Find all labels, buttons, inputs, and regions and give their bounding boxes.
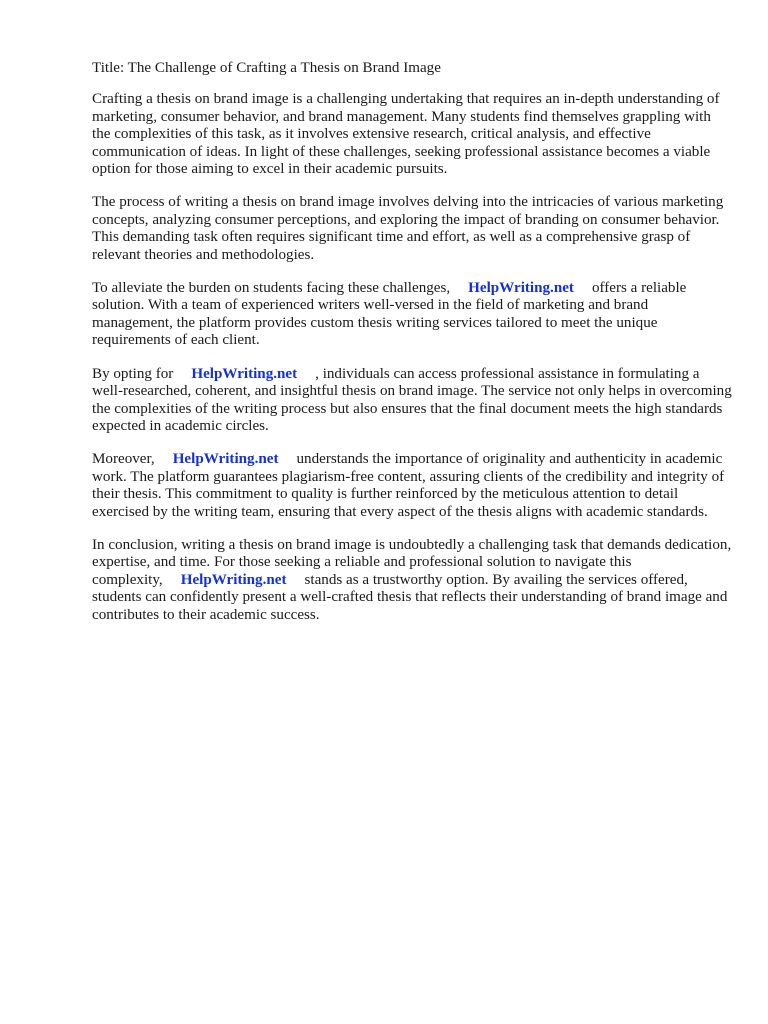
helpwriting-link[interactable]: HelpWriting.net	[172, 451, 279, 468]
paragraph-text-after: stands as a trustworthy option. By availing the services offered, students can confidently present a well-crafted thesis that reflects their understanding of brand image and contributes to their academic success.	[92, 571, 728, 623]
paragraph-opting	[92, 366, 732, 436]
document-page	[92, 60, 732, 640]
paragraph-intro	[92, 91, 732, 178]
paragraph-text: Crafting a thesis on brand image is a challenging undertaking that requires an in-depth understanding of marketing, consumer behavior, and brand management. Many students find themselves grappling with the complexities of this task, as it involves extensive research, critical analysis, and effective communication of ideas. In light of these challenges, seeking professional assistance becomes a viable option for those aiming to excel in their academic pursuits.	[92, 91, 720, 178]
paragraph-text-before: To alleviate the burden on students facing these challenges,	[92, 280, 451, 297]
paragraph-text-after: , individuals can access professional assistance in formulating a well-researched, coherent, and insightful thesis on brand image. The service not only helps in overcoming the complexities of the writing process but also ensures that the final document meets the high standards expected in academic circles.	[92, 365, 732, 434]
helpwriting-link[interactable]: HelpWriting.net	[468, 280, 574, 297]
paragraph-moreover	[92, 451, 732, 521]
paragraph-text-after: understands the importance of originality and authenticity in academic work. The platform guarantees plagiarism-free content, assuring clients of the credibility and integrity of their thesis. This commitment to quality is further reinforced by the meticulous attention to detail exercised by the writing team, ensuring that every aspect of the thesis aligns with academic standards.	[92, 451, 725, 520]
paragraph-text-after: offers a reliable solution. With a team of experienced writers well-versed in the field of marketing and brand management, the platform provides custom thesis writing services tailored to meet the unique requirements of each client.	[92, 280, 687, 349]
paragraph-text-before: In conclusion, writing a thesis on brand image is undoubtedly a challenging task that demands dedication, expertise, and time. For those seeking a reliable and professional solution to navigate this complexity,	[92, 536, 732, 588]
paragraph-text-before: By opting for	[92, 365, 174, 382]
paragraph-process	[92, 194, 732, 264]
paragraph-text-before: Moreover,	[92, 451, 155, 468]
paragraph-conclusion	[92, 537, 732, 624]
document-title: Title: The Challenge of Crafting a Thesis on Brand Image	[92, 60, 441, 76]
helpwriting-link[interactable]: HelpWriting.net	[180, 571, 287, 588]
helpwriting-link[interactable]: HelpWriting.net	[191, 365, 298, 382]
paragraph-text: The process of writing a thesis on brand image involves delving into the intricacies of various marketing concepts, analyzing consumer perceptions, and exploring the impact of branding on consumer behavior. This demanding task often requires significant time and effort, as well as a comprehensive grasp of relevant theories and methodologies.	[92, 194, 724, 263]
paragraph-alleviate	[92, 280, 732, 350]
